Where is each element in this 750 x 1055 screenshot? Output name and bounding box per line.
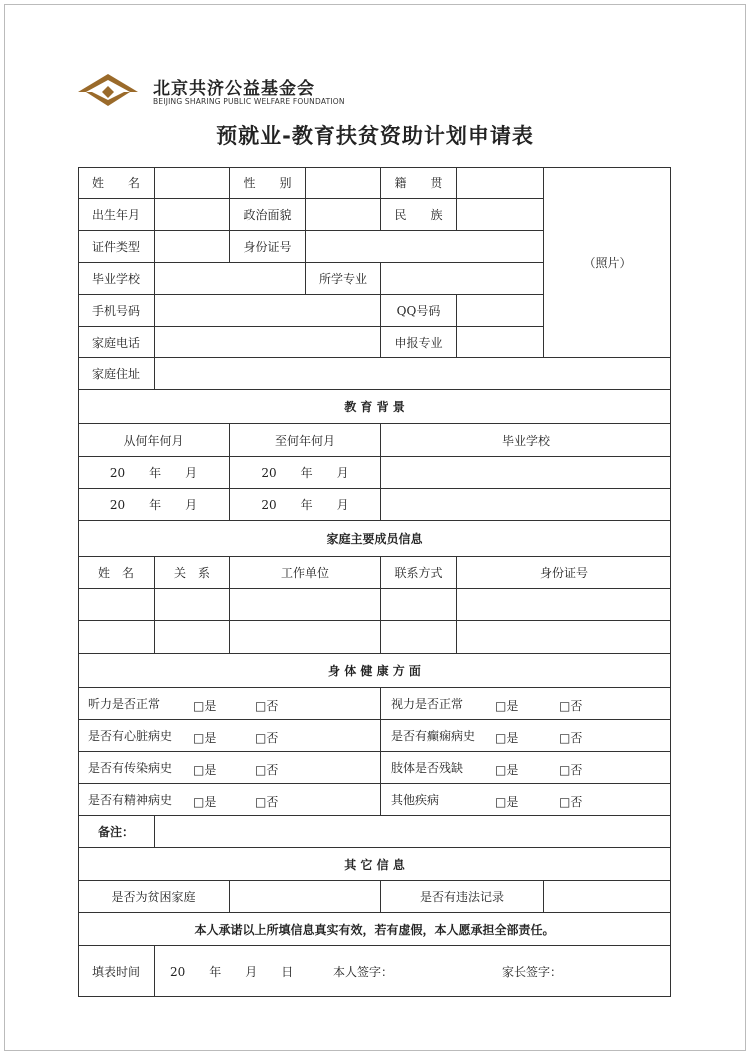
mobile-label: 手机号码	[78, 295, 155, 327]
family-row-name[interactable]	[78, 621, 155, 654]
address-field[interactable]	[155, 358, 671, 390]
school-label: 毕业学校	[78, 263, 155, 295]
family-col-name: 姓 名	[78, 557, 155, 589]
family-row-name[interactable]	[78, 589, 155, 621]
id-number-field[interactable]	[306, 231, 544, 263]
birth-field[interactable]	[155, 199, 230, 231]
yes-checkbox[interactable]: □是	[495, 763, 519, 777]
family-col-work: 工作单位	[230, 557, 381, 589]
education-row-school[interactable]	[381, 489, 671, 521]
parent-signature-label: 家长签字：	[502, 964, 563, 979]
health-question-left: 是否有心脏病史	[78, 720, 381, 752]
id-type-label: 证件类型	[78, 231, 155, 263]
address-label: 家庭住址	[78, 358, 155, 390]
political-status-field[interactable]	[306, 199, 381, 231]
family-row-id[interactable]	[457, 589, 671, 621]
gender-field[interactable]	[306, 167, 381, 199]
health-question-right: 是否有癫痫病史	[381, 720, 671, 752]
no-checkbox[interactable]: □否	[255, 763, 279, 777]
no-checkbox[interactable]: □否	[255, 795, 279, 809]
poverty-field[interactable]	[230, 881, 381, 913]
ethnicity-label: 民 族	[381, 199, 457, 231]
major-label: 所学专业	[306, 263, 381, 295]
native-place-label: 籍 贯	[381, 167, 457, 199]
education-row-school[interactable]	[381, 457, 671, 489]
birth-label: 出生年月	[78, 199, 155, 231]
education-row-to[interactable]: 20 年 月	[230, 489, 381, 521]
qq-field[interactable]	[457, 295, 544, 327]
native-place-field[interactable]	[457, 167, 544, 199]
fill-date-label: 填表时间	[78, 946, 155, 997]
education-row-from[interactable]: 20 年 月	[78, 489, 230, 521]
org-name-cn: 北京共济公益基金会	[153, 79, 315, 99]
family-col-contact: 联系方式	[381, 557, 457, 589]
education-section-title: 教 育 背 景	[78, 390, 671, 424]
family-row-work[interactable]	[230, 621, 381, 654]
house-logo-icon	[78, 72, 138, 110]
name-field[interactable]	[155, 167, 230, 199]
ethnicity-field[interactable]	[457, 199, 544, 231]
school-field[interactable]	[155, 263, 306, 295]
org-name-en: BEIJING SHARING PUBLIC WELFARE FOUNDATION	[153, 97, 345, 106]
yes-checkbox[interactable]: □是	[193, 763, 217, 777]
no-checkbox[interactable]: □否	[255, 731, 279, 745]
health-section-title: 身 体 健 康 方 面	[78, 654, 671, 688]
health-question-right: 肢体是否残缺	[381, 752, 671, 784]
family-section-title: 家庭主要成员信息	[78, 521, 671, 557]
criminal-record-field[interactable]	[544, 881, 671, 913]
no-checkbox[interactable]: □否	[559, 763, 583, 777]
family-row-work[interactable]	[230, 589, 381, 621]
health-question-right: 视力是否正常	[381, 688, 671, 720]
yes-checkbox[interactable]: □是	[193, 731, 217, 745]
name-label: 姓 名	[78, 167, 155, 199]
no-checkbox[interactable]: □否	[559, 795, 583, 809]
family-row-id[interactable]	[457, 621, 671, 654]
family-row-relation[interactable]	[155, 589, 230, 621]
footer-signatures	[155, 946, 671, 997]
political-status-label: 政治面貌	[230, 199, 306, 231]
id-type-field[interactable]	[155, 231, 230, 263]
health-question-left: 听力是否正常	[78, 688, 381, 720]
apply-major-field[interactable]	[457, 327, 544, 358]
education-row-to[interactable]: 20 年 月	[230, 457, 381, 489]
mobile-field[interactable]	[155, 295, 381, 327]
yes-checkbox[interactable]: □是	[495, 731, 519, 745]
home-phone-field[interactable]	[155, 327, 381, 358]
yes-checkbox[interactable]: □是	[495, 795, 519, 809]
id-number-label: 身份证号	[230, 231, 306, 263]
education-col-school: 毕业学校	[381, 424, 671, 457]
family-row-contact[interactable]	[381, 589, 457, 621]
yes-checkbox[interactable]: □是	[193, 795, 217, 809]
apply-major-label: 申报专业	[381, 327, 457, 358]
declaration-text: 本人承诺以上所填信息真实有效，若有虚假，本人愿承担全部责任。	[78, 913, 671, 946]
family-row-contact[interactable]	[381, 621, 457, 654]
remarks-label: 备注：	[78, 816, 155, 848]
qq-label: QQ号码	[381, 295, 457, 327]
no-checkbox[interactable]: □否	[559, 699, 583, 713]
family-row-relation[interactable]	[155, 621, 230, 654]
other-section-title: 其 它 信 息	[78, 848, 671, 881]
family-col-relation: 关 系	[155, 557, 230, 589]
family-col-id: 身份证号	[457, 557, 671, 589]
health-question-left: 是否有传染病史	[78, 752, 381, 784]
no-checkbox[interactable]: □否	[559, 731, 583, 745]
health-question-left: 是否有精神病史	[78, 784, 381, 816]
criminal-record-label: 是否有违法记录	[381, 881, 544, 913]
gender-label: 性 别	[230, 167, 306, 199]
health-question-right: 其他疾病	[381, 784, 671, 816]
no-checkbox[interactable]: □否	[255, 699, 279, 713]
fill-date-value[interactable]: 20 年 月 日	[170, 964, 294, 979]
education-row-from[interactable]: 20 年 月	[78, 457, 230, 489]
remarks-field[interactable]	[155, 816, 671, 848]
form-title: 预就业-教育扶贫资助计划申请表	[216, 124, 534, 148]
self-signature-label: 本人签字：	[333, 964, 394, 979]
poverty-label: 是否为贫困家庭	[78, 881, 230, 913]
home-phone-label: 家庭电话	[78, 327, 155, 358]
education-col-to: 至何年何月	[230, 424, 381, 457]
major-field[interactable]	[381, 263, 544, 295]
photo-box[interactable]: （照片）	[544, 167, 671, 358]
yes-checkbox[interactable]: □是	[495, 699, 519, 713]
yes-checkbox[interactable]: □是	[193, 699, 217, 713]
education-col-from: 从何年何月	[78, 424, 230, 457]
